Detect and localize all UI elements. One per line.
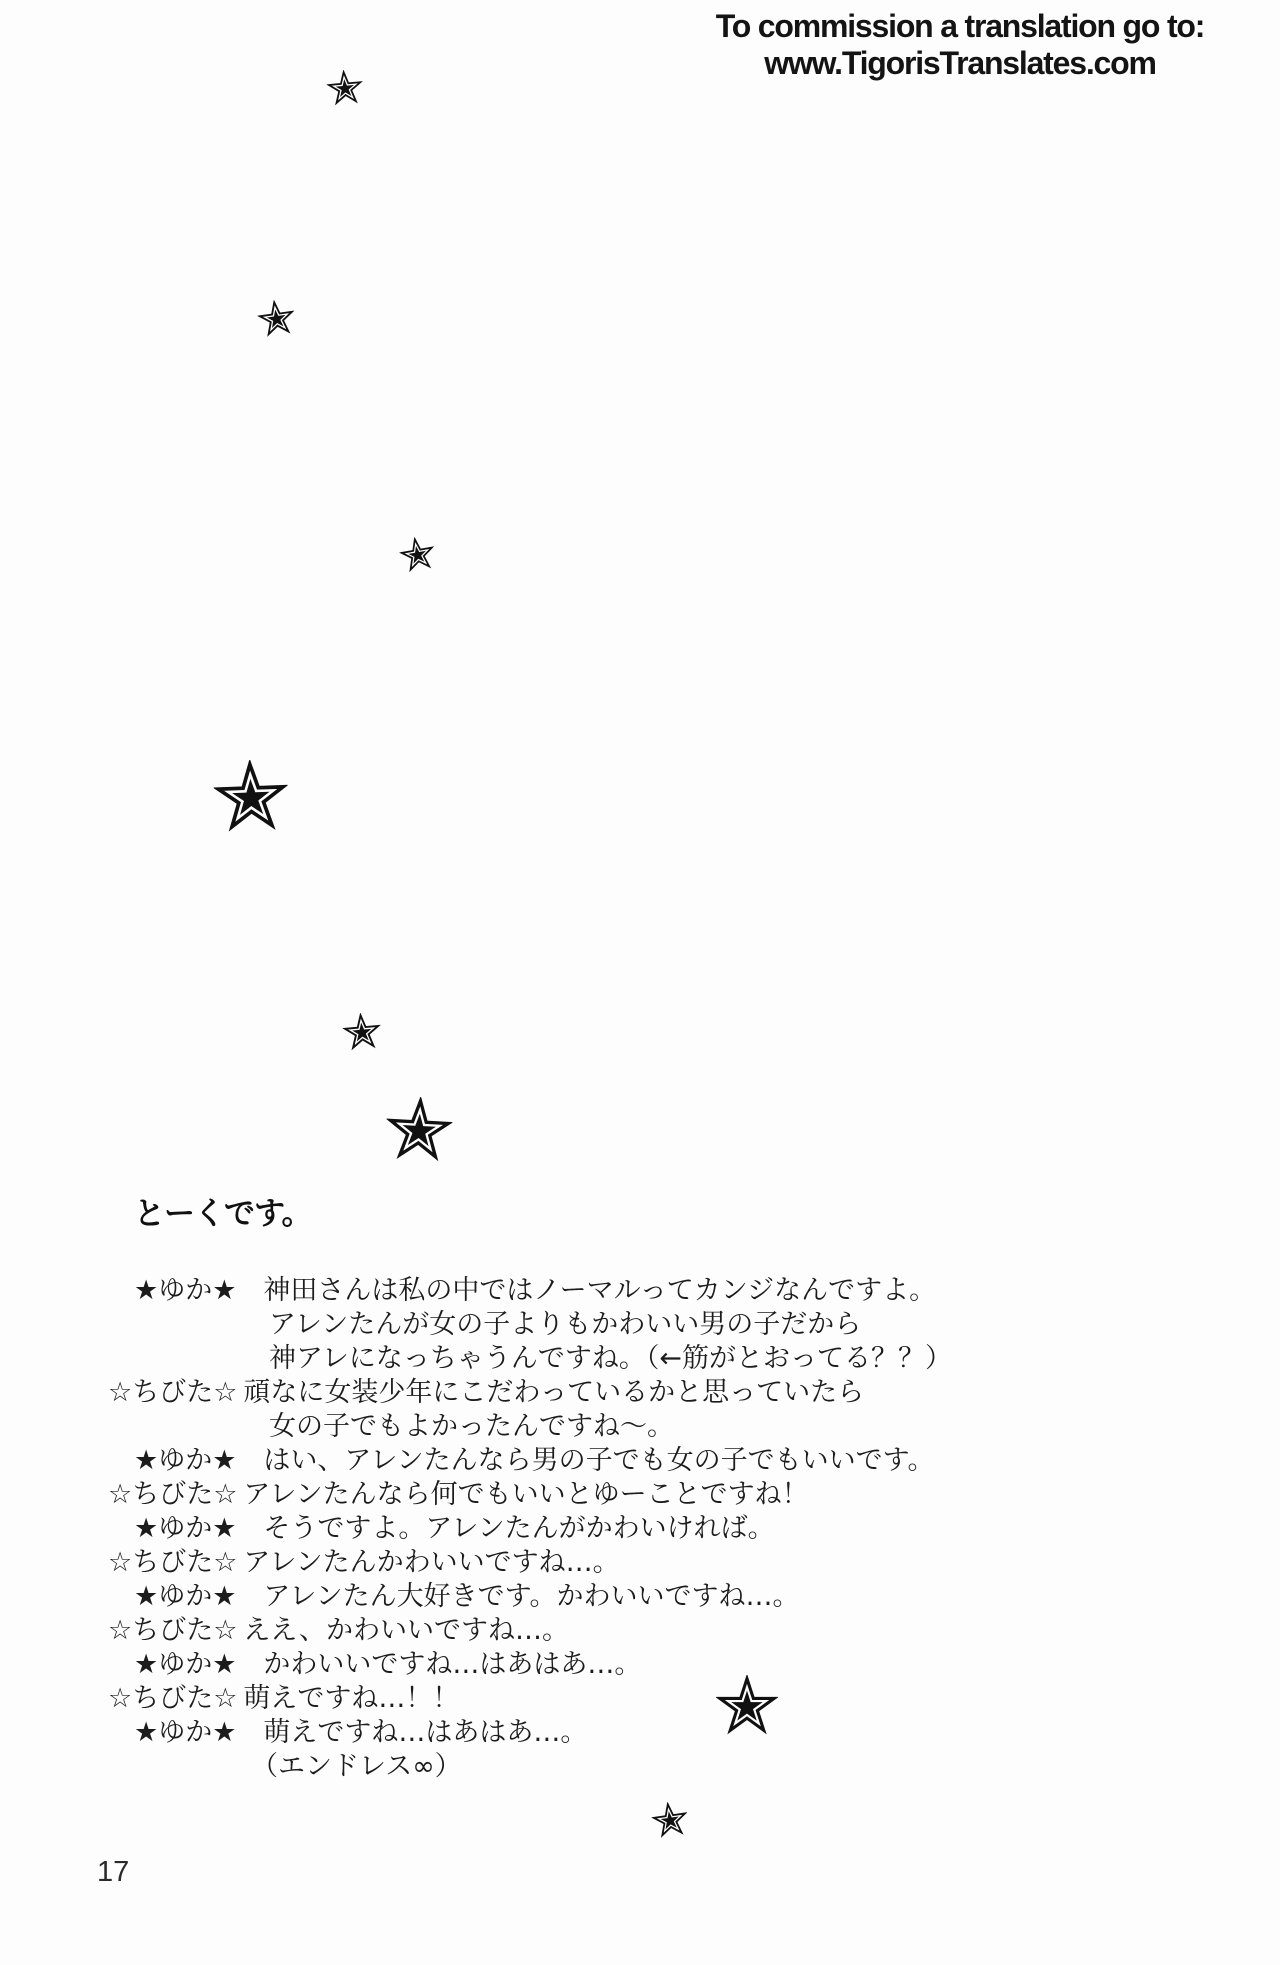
talk-text: 萌えですね…！！ [243,1683,460,1714]
talk-line [0,1682,1280,1716]
talk-text: そうですよ。アレンたんがかわいければ。 [263,1513,775,1544]
talk-text: 神アレになっちゃうんですね。（←筋がとおってる？？） [269,1343,953,1374]
talk-line [0,1750,1280,1784]
talk-block [0,1274,1280,1784]
star-icon [256,298,298,340]
talk-line [0,1716,1280,1750]
talk-text: アレンたん大好きです。かわいいですね…。 [263,1581,800,1612]
talk-line [0,1580,1280,1614]
translation-credit [660,8,1260,81]
speaker-name: ★ゆか★ [134,1717,237,1748]
speaker-name: ☆ちびた☆ [108,1615,238,1646]
talk-text: 女の子でもよかったんですね～。 [269,1411,674,1442]
talk-line [0,1410,1280,1444]
speaker-name: ★ゆか★ [134,1275,237,1306]
star-icon [341,1011,382,1052]
talk-line [0,1478,1280,1512]
talk-line [0,1376,1280,1410]
speaker-name: ☆ちびた☆ [108,1683,238,1714]
speaker-name: ☆ちびた☆ [108,1479,238,1510]
translator-url: www.TigorisTranslates.com [764,45,1156,81]
talk-line [0,1614,1280,1648]
talk-line [0,1274,1280,1308]
talk-text: アレンたんかわいいですね…。 [243,1547,620,1578]
talk-text: アレンたんなら何でもいいとゆーことですね！ [243,1479,809,1510]
talk-text: 頑なに女装少年にこだわっているかと思っていたら [243,1377,865,1408]
star-icon [650,1800,691,1841]
talk-title: とーくです。 [134,1196,312,1232]
talk-line [0,1648,1280,1682]
star-icon [213,759,290,836]
speaker-name: ☆ちびた☆ [108,1377,238,1408]
star-icon [397,534,438,575]
talk-line [0,1546,1280,1580]
speaker-name: ★ゆか★ [134,1649,237,1680]
talk-text: 萌えですね…はあはあ…。 [263,1717,588,1748]
star-icon [384,1095,453,1164]
star-icon [325,68,364,107]
talk-line [0,1512,1280,1546]
talk-text: はい、アレンたんなら男の子でも女の子でもいいです。 [263,1445,935,1476]
commission-text: To commission a translation go to: [715,8,1205,44]
speaker-name: ★ゆか★ [134,1445,237,1476]
talk-text: ええ、かわいいですね…。 [243,1615,570,1646]
talk-line [0,1308,1280,1342]
page-number: 17 [97,1856,130,1888]
talk-line [0,1444,1280,1478]
speaker-name: ★ゆか★ [134,1513,237,1544]
talk-line [0,1342,1280,1376]
talk-text: （エンドレス∞） [251,1751,462,1782]
speaker-name: ★ゆか★ [134,1581,237,1612]
talk-text: アレンたんが女の子よりもかわいい男の子だから [269,1309,862,1340]
talk-text: かわいいですね…はあはあ…。 [263,1649,642,1680]
talk-text: 神田さんは私の中ではノーマルってカンジなんですよ。 [263,1275,937,1306]
speaker-name: ☆ちびた☆ [108,1547,238,1578]
